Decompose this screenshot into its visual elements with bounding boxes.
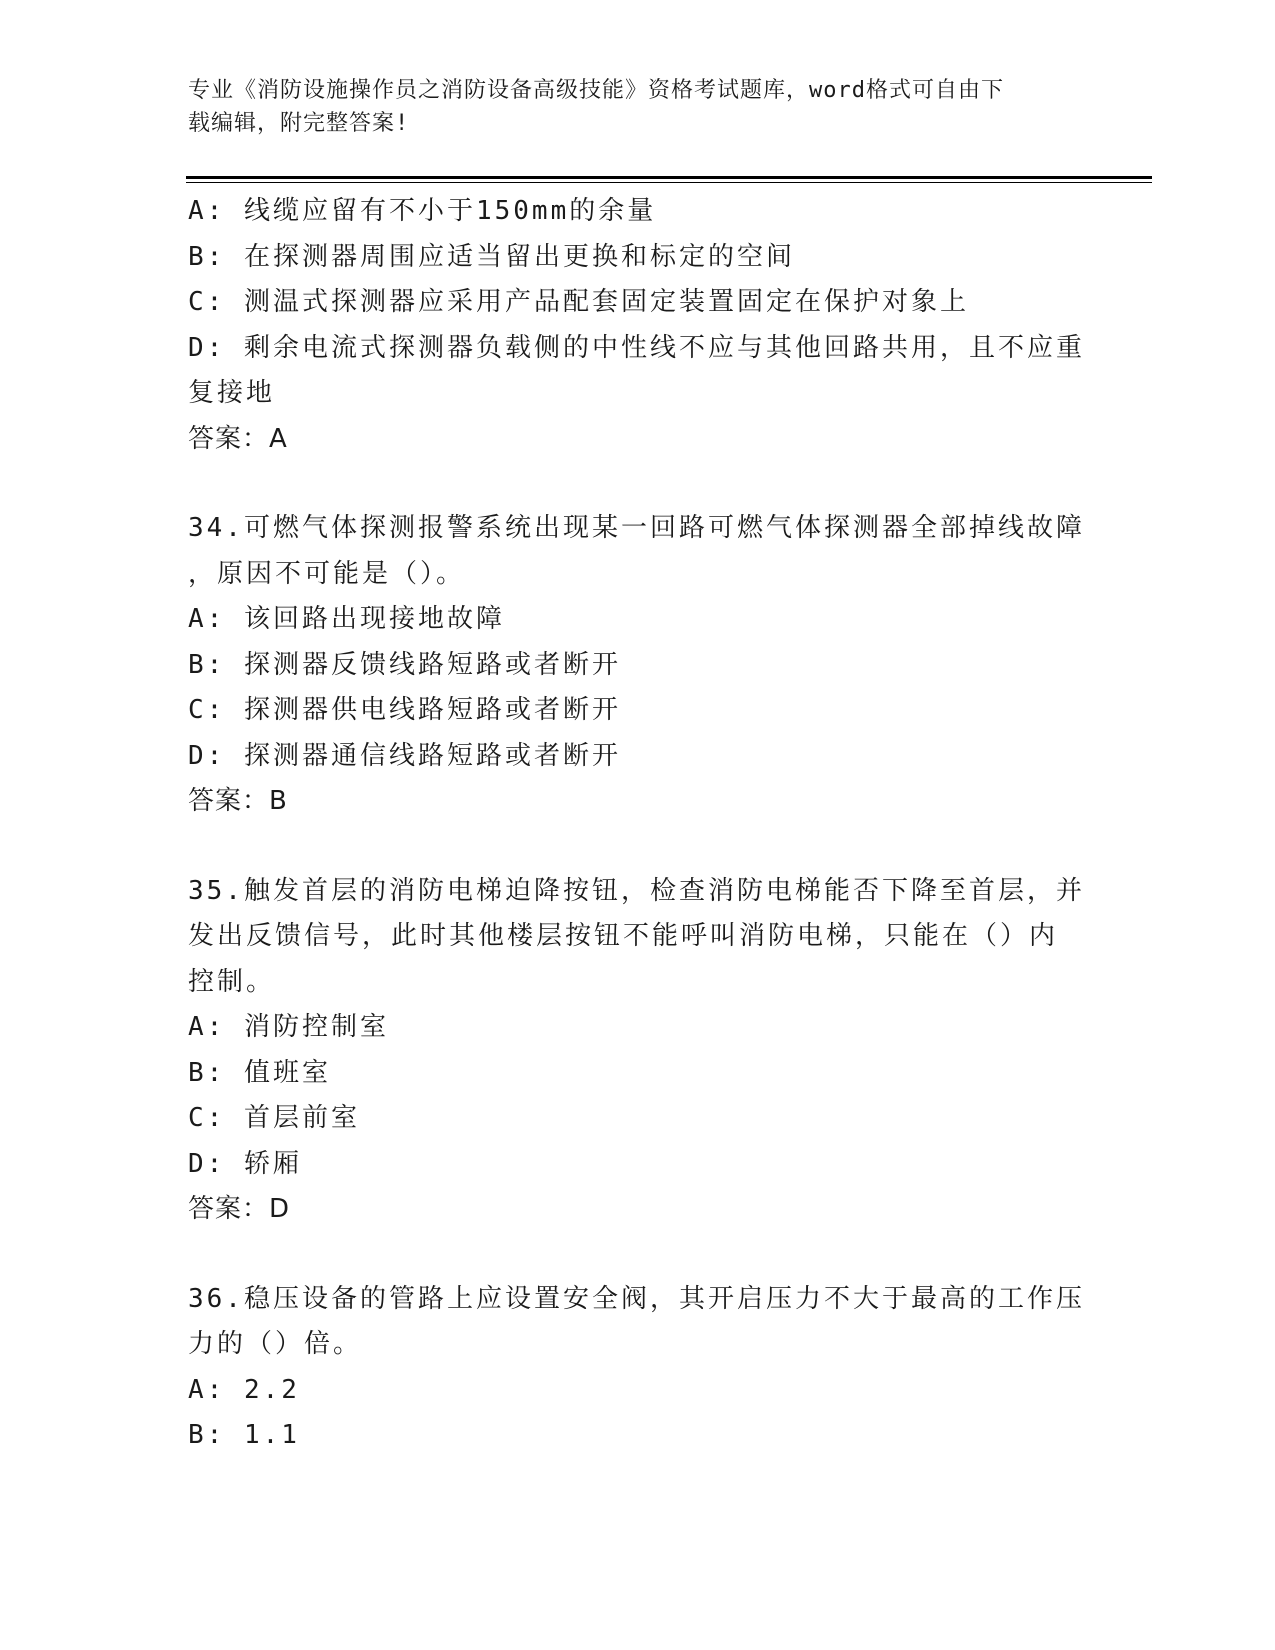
option-d: D: 轿厢 [188, 1148, 302, 1179]
option-c: C: 探测器供电线路短路或者断开 [188, 695, 621, 725]
question-stem-continued: 力的（）倍。 [188, 1329, 363, 1359]
document-header [188, 74, 1068, 140]
spacer [188, 1233, 1088, 1277]
option-d-continued: 复接地 [188, 378, 276, 408]
question-block-33 [188, 189, 1088, 462]
option-a: A: 2.2 [188, 1374, 300, 1405]
header-divider-thin [186, 182, 1152, 183]
question-block-34 [188, 506, 1088, 825]
question-stem-continued: 发出反馈信号，此时其他楼层按钮不能呼叫消防电梯，只能在（）内 [188, 921, 1059, 951]
header-line-2: 载编辑，附完整答案! [188, 111, 410, 136]
header-line-1: 专业《消防设施操作员之消防设备高级技能》资格考试题库，word格式可自由下 [188, 78, 1004, 103]
header-divider-thick [186, 176, 1152, 179]
answer-label: 答案：B [188, 786, 288, 816]
question-block-35 [188, 869, 1088, 1233]
question-stem: 36.稳压设备的管路上应设置安全阀，其开启压力不大于最高的工作压 [188, 1283, 1085, 1314]
option-c: C: 测温式探测器应采用产品配套固定装置固定在保护对象上 [188, 287, 969, 317]
question-stem: 35.触发首层的消防电梯迫降按钮，检查消防电梯能否下降至首层，并 [188, 875, 1085, 906]
option-a: A: 消防控制室 [188, 1012, 389, 1042]
spacer [188, 825, 1088, 869]
answer-label: 答案：A [188, 423, 288, 454]
option-b: B: 值班室 [188, 1057, 331, 1088]
option-b: B: 探测器反馈线路短路或者断开 [188, 649, 621, 680]
question-stem-continued: 控制。 [188, 966, 276, 997]
option-b: B: 在探测器周围应适当留出更换和标定的空间 [188, 241, 795, 272]
option-d: D: 探测器通信线路短路或者断开 [188, 740, 621, 771]
question-block-36 [188, 1277, 1088, 1459]
option-d: D: 剩余电流式探测器负载侧的中性线不应与其他回路共用，且不应重 [188, 332, 1085, 363]
spacer [188, 462, 1088, 506]
answer-label: 答案：D [188, 1194, 291, 1224]
option-a: A: 线缆应留有不小于150mm的余量 [188, 196, 657, 226]
option-c: C: 首层前室 [188, 1103, 360, 1133]
option-b: B: 1.1 [188, 1420, 300, 1450]
question-stem: 34.可燃气体探测报警系统出现某一回路可燃气体探测器全部掉线故障 [188, 513, 1085, 543]
option-a: A: 该回路出现接地故障 [188, 604, 505, 634]
question-list [188, 189, 1088, 1459]
question-stem-continued: ，原因不可能是（）。 [188, 558, 466, 589]
